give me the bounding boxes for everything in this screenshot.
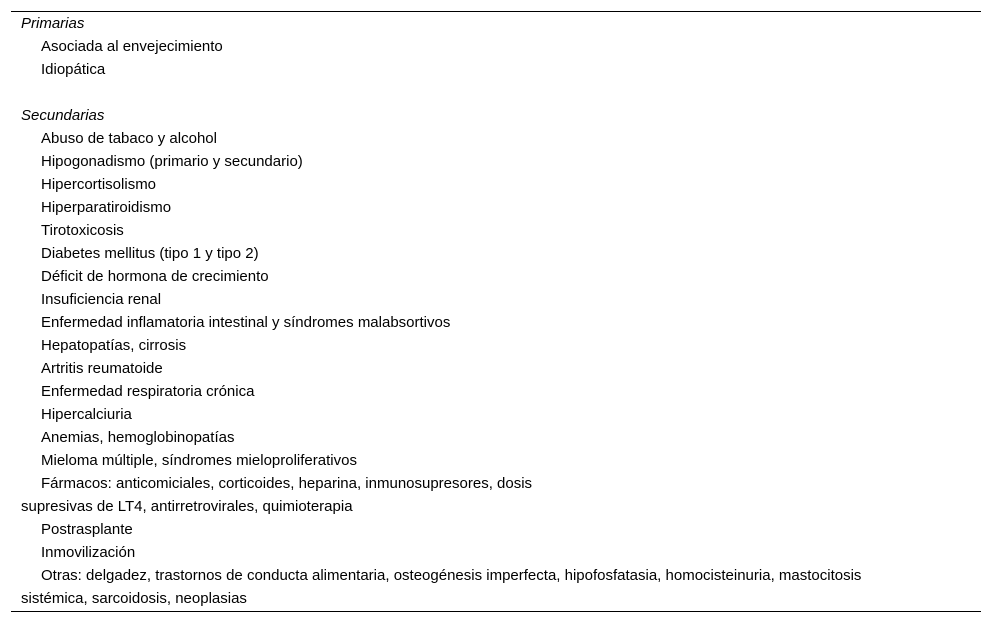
list-item: Asociada al envejecimiento [41, 38, 223, 55]
list-item: Inmovilización [41, 544, 136, 561]
list-item: Enfermedad inflamatoria intestinal y síndromes malabsortivos [41, 314, 451, 331]
list-item: Anemias, hemoglobinopatías [41, 429, 235, 446]
list-item: Otras: delgadez, trastornos de conducta alimentaria, osteogénesis imperfecta, hipofosfatasia, homocisteinuria, mastocitosis sistémica, sarcoidosis, neoplasias [21, 567, 862, 607]
list-item: Abuso de tabaco y alcohol [41, 130, 217, 147]
list-item: Déficit de hormona de crecimiento [41, 268, 269, 285]
list-item: Hipogonadismo (primario y secundario) [41, 153, 303, 170]
list-item: Fármacos: anticomiciales, corticoides, heparina, inmunosupresores, dosis supresivas de LT4, antirretrovirales, quimioterapia [21, 475, 533, 515]
list-item: Insuficiencia renal [41, 291, 162, 308]
section-spacer [21, 81, 926, 104]
secondary-heading: Secundarias [21, 107, 105, 124]
list-item: Mieloma múltiple, síndromes mieloproliferativos [41, 452, 357, 469]
primary-heading: Primarias [21, 15, 85, 32]
list-item: Enfermedad respiratoria crónica [41, 383, 255, 400]
list-item: Idiopática [41, 61, 106, 78]
list-item: Hipercalciuria [41, 406, 132, 423]
list-item: Hipercortisolismo [41, 176, 157, 193]
causes-table [11, 11, 981, 612]
list-item: Artritis reumatoide [41, 360, 163, 377]
list-item: Hepatopatías, cirrosis [41, 337, 187, 354]
list-item: Postrasplante [41, 521, 133, 538]
list-item: Hiperparatiroidismo [41, 199, 172, 216]
list-item: Diabetes mellitus (tipo 1 y tipo 2) [41, 245, 259, 262]
list-item: Tirotoxicosis [41, 222, 124, 239]
table-content [21, 12, 926, 610]
